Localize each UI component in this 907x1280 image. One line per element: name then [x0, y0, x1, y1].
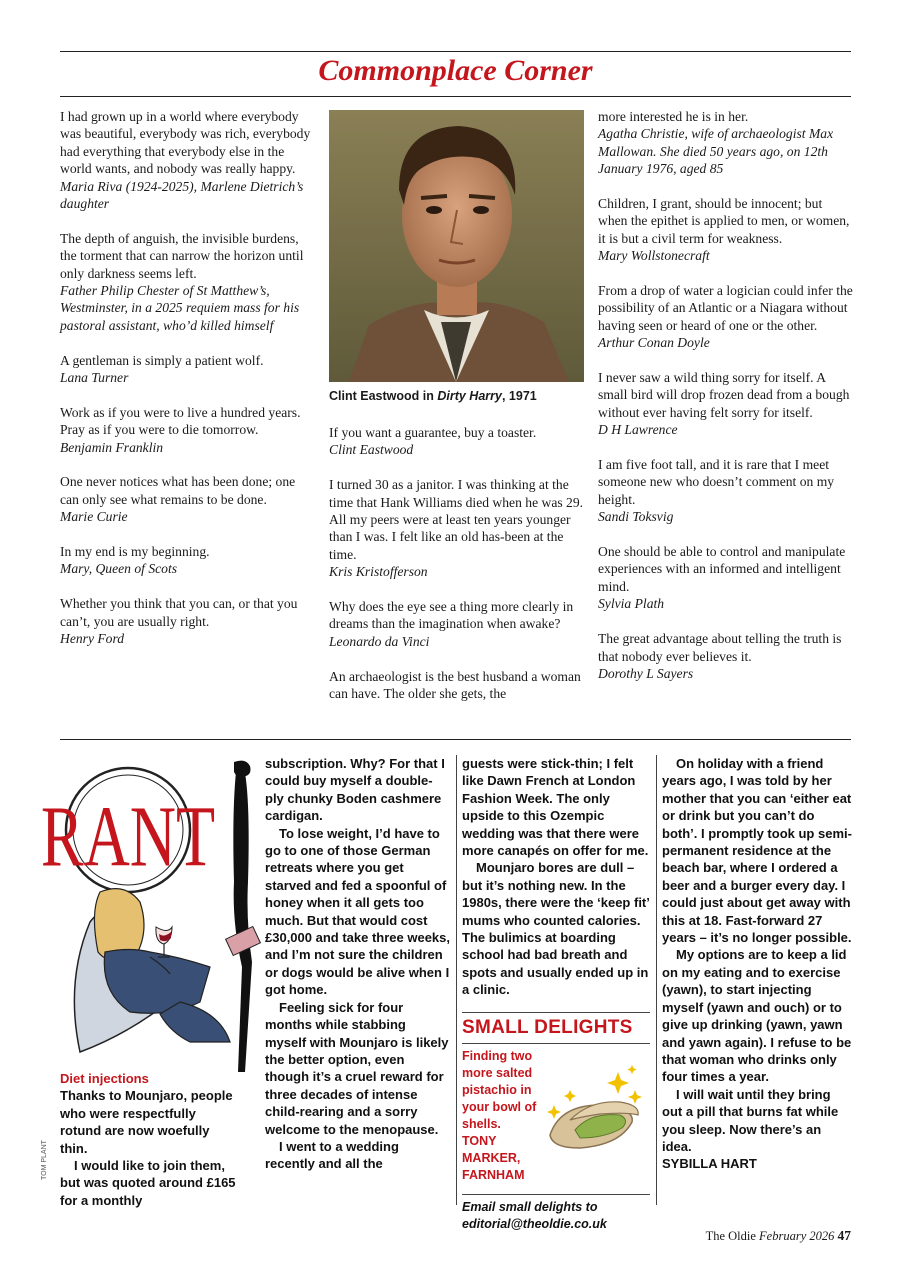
footer-magazine: The Oldie — [705, 1229, 760, 1243]
rant-col-divider-1 — [456, 755, 457, 1205]
section-title: Commonplace Corner — [318, 54, 593, 87]
rant-logo: RANT — [40, 789, 216, 885]
clint-eastwood-photo — [329, 110, 584, 382]
rant-column-1 — [60, 1070, 240, 1209]
quote-attribution: Agatha Christie, wife of archaeologist Max Mallowan. She died 50 years ago, on 12th January 1976, aged 85 — [598, 126, 834, 177]
small-delights-text — [462, 1048, 552, 1184]
quote-text: more interested he is in her. — [598, 109, 749, 124]
quotes-column-3 — [598, 108, 854, 700]
quote-text: Why does the eye see a thing more clearly in dreams than the imagination when awake? — [329, 599, 574, 632]
rant-column-4 — [662, 755, 852, 1173]
footer-issue: February 2026 — [759, 1229, 838, 1243]
rant-paragraph: Mounjaro bores are dull – but it’s nothing new. In the 1980s, there were the ‘keep fit’ mums who counted calories. The bulimics at boarding school had bad breath and spots and usually ended up in a clinic. — [462, 860, 650, 998]
quote-text: Whether you think that you can, or that you can’t, you are usually right. — [60, 596, 298, 629]
small-delights-delight: Finding two more salted pistachio in your bowl of shells. — [462, 1049, 537, 1131]
quote-text: One never notices what has been done; one can only see what remains to be done. — [60, 474, 296, 507]
quote — [329, 424, 584, 459]
quote-text: The great advantage about telling the truth is that nobody ever believes it. — [598, 631, 842, 664]
rant-paragraph: subscription. Why? For that I could buy myself a double-ply chunky Boden cashmere cardigan. — [265, 756, 445, 824]
rant-paragraph: My options are to keep a lid on my eating and to exercise (yawn), to start injecting myself (yawn and ouch) or to give up drinking (yawn, yawn and yawn again). I refuse to be that woman who drinks only four times a year. — [662, 947, 852, 1085]
quote-attribution: Marie Curie — [60, 509, 128, 525]
quote-attribution: Dorothy L Sayers — [598, 665, 694, 681]
quote-attribution: Mary Wollstonecraft — [598, 248, 710, 264]
rant-paragraph: I will wait until they bring out a pill that burns fat while you sleep. Now there’s an idea. — [662, 1086, 839, 1154]
caption-name: Clint Eastwood in — [329, 389, 438, 403]
quote-text: The depth of anguish, the invisible burdens, the torment that can narrow the horizon until only darkness seems left. — [60, 230, 304, 281]
quote — [598, 108, 854, 178]
quote-attribution: Benjamin Franklin — [60, 439, 164, 455]
illustrator-credit: TOM PLANT — [41, 1140, 48, 1180]
rant-paragraph: Feeling sick for four months while stabbing myself with Mounjaro is likely the better option, even though it’s a cruel reward for three decades of intense child-rearing and a sorry welcome to the menopause. — [265, 999, 449, 1137]
rant-author: SYBILLA HART — [662, 1156, 757, 1172]
quote-attribution: Arthur Conan Doyle — [598, 335, 710, 351]
small-delights-title: SMALL DELIGHTS — [462, 1017, 633, 1038]
quote — [329, 668, 584, 703]
rant-illustration — [40, 752, 270, 1072]
quotes-column-2 — [329, 424, 584, 720]
rant-paragraph: guests were stick-thin; I felt like Dawn French at London Fashion Week. The only upside to this Ozempic wedding was that there were more canapés on offer for me. — [462, 756, 649, 859]
quotes-column-1 — [60, 108, 315, 665]
quote — [598, 195, 854, 265]
quote-text: If you want a guarantee, buy a toaster. — [329, 425, 537, 440]
quote — [598, 282, 854, 352]
rant-paragraph: I would like to join them, but was quoted around £165 for a monthly — [60, 1158, 236, 1208]
quote — [598, 456, 854, 526]
quote-attribution: Clint Eastwood — [329, 442, 414, 458]
quote — [60, 404, 315, 456]
quote-text: I had grown up in a world where everybody was beautiful, everybody was rich, everybody had everything that everybody else in the world wants, and nobody was really happy. — [60, 109, 311, 177]
quote — [60, 543, 315, 578]
quote-attribution: Leonardo da Vinci — [329, 633, 430, 649]
pistachio-illustration — [540, 1060, 648, 1155]
quote-text: I am five foot tall, and it is rare that I meet someone new who doesn’t comment on my height. — [598, 457, 835, 507]
quote-text: From a drop of water a logician could infer the possibility of an Atlantic or a Niagara without having seen or heard of one or the other. — [598, 283, 853, 333]
small-delights-email: Email small delights to editorial@theoldie.co.uk — [462, 1200, 607, 1231]
small-delights-top-rule — [462, 1012, 650, 1013]
quote-attribution: D H Lawrence — [598, 422, 678, 438]
quote — [60, 230, 315, 334]
quote-text: Work as if you were to live a hundred years. Pray as if you were to die tomorrow. — [60, 404, 301, 438]
rant-column-3 — [462, 755, 650, 999]
rant-column-2 — [265, 755, 450, 1173]
small-delights-contributor: TONY MARKER, FARNHAM — [462, 1134, 525, 1182]
quote-attribution: Maria Riva (1924-2025), Marlene Dietrich’s daughter — [60, 178, 304, 212]
rant-paragraph: To lose weight, I’d have to go to one of those German retreats where you get starved and fed a spoonful of honey when it all gets too much. But that would cost £30,000 and take three weeks, and I’m not sure the children or dogs would be alive when I got home. — [265, 825, 451, 998]
quote — [60, 108, 315, 212]
quote-attribution: Sandi Toksvig — [598, 509, 674, 525]
quote-attribution: Mary, Queen of Scots — [60, 561, 178, 577]
quote — [60, 473, 315, 525]
quote — [598, 369, 854, 439]
quote-text: I turned 30 as a janitor. I was thinking at the time that Hank Williams died when he was 29. All my peers were at least ten years younger than I was. I felt like an old has-been at the time. — [329, 477, 584, 562]
photo-caption — [329, 389, 584, 403]
caption-film: Dirty Harry — [437, 389, 502, 403]
quote-attribution: Kris Kristofferson — [329, 564, 428, 580]
page-number: 47 — [837, 1228, 851, 1243]
caption-year: , 1971 — [501, 389, 537, 403]
rant-paragraph: On holiday with a friend years ago, I was told by her mother that you can ‘either eat or drink but you can’t do both’. I promptly took up semi-permanent residence at the beach bar, where I ordered a beer and a burger every day. I could just about get away with this at 18. Fast-forward 27 years – it’s no longer possible. — [662, 756, 852, 946]
quote — [60, 595, 315, 647]
rant-heading: Diet injections — [60, 1071, 149, 1086]
quote-text: I never saw a wild thing sorry for itself. A small bird will drop frozen dead from a bough without ever having felt sorry for itself. — [598, 370, 850, 420]
quote-text: One should be able to control and manipulate experiences with an informed and intelligent mind. — [598, 544, 846, 594]
top-rule — [60, 51, 851, 52]
quote-text: In my end is my beginning. — [60, 544, 210, 560]
section-divider-rule — [60, 739, 851, 740]
quote-attribution: Henry Ford — [60, 631, 125, 647]
quote-attribution: Lana Turner — [60, 370, 129, 386]
quote — [329, 476, 584, 580]
quote-attribution: Father Philip Chester of St Matthew’s, Westminster, in a 2025 requiem mass for his pastoral assistant, who’d killed himself — [60, 283, 300, 333]
quote-attribution: Sylvia Plath — [598, 596, 665, 612]
quote-text: A gentleman is simply a patient wolf. — [60, 352, 264, 368]
quote — [329, 598, 584, 650]
rant-col-divider-2 — [656, 755, 657, 1205]
rant-paragraph: Thanks to Mounjaro, people who were respectfully rotund are now woefully thin. — [60, 1088, 233, 1156]
rant-paragraph: I went to a wedding recently and all the — [265, 1138, 399, 1172]
page-footer — [706, 1228, 851, 1244]
quote — [60, 352, 315, 387]
quote-text: Children, I grant, should be innocent; but when the epithet is applied to men, or women, it is but a civil term for weakness. — [598, 196, 850, 246]
quote-text: An archaeologist is the best husband a woman can have. The older she gets, the — [329, 668, 581, 702]
title-underline — [60, 96, 851, 97]
small-delights-bottom-rule — [462, 1194, 650, 1195]
quote — [598, 543, 854, 613]
small-delights-title-rule — [462, 1043, 650, 1044]
quote — [598, 630, 854, 682]
